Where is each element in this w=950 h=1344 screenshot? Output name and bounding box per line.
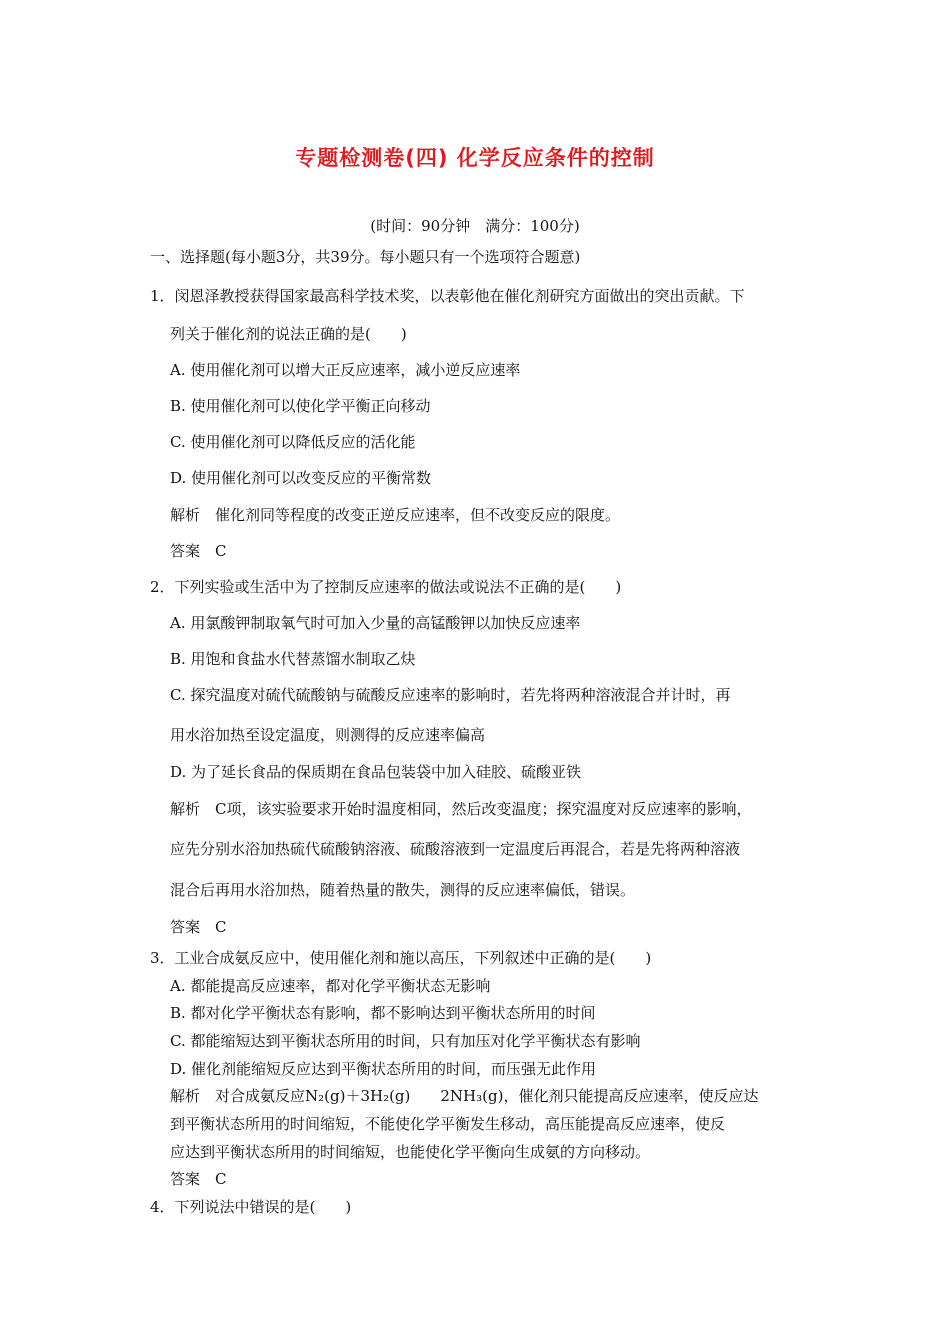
section-heading: 一、选择题(每小题3分，共39分。每小题只有一个选项符合题意) [150, 248, 581, 266]
q2-answer: 答案 C [170, 918, 227, 936]
q2-option-c-line1: C. 探究温度对硫代硫酸钠与硫酸反应速率的影响时，若先将两种溶液混合并计时，再 [170, 686, 731, 704]
q1-option-b: B. 使用催化剂可以使化学平衡正向移动 [170, 397, 431, 415]
q3-analysis-line3: 应达到平衡状态所用的时间缩短，也能使化学平衡向生成氨的方向移动。 [170, 1143, 651, 1161]
q1-option-a: A. 使用催化剂可以增大正反应速率，减小逆反应速率 [170, 361, 521, 379]
q1-stem-line1: 1．闵恩泽教授获得国家最高科学技术奖，以表彰他在催化剂研究方面做出的突出贡献。下 [150, 287, 745, 305]
q3-analysis-line1: 解析 对合成氨反应N₂(g)＋3H₂(g) 2NH₃(g)，催化剂只能提高反应速率，使反应达 [170, 1087, 759, 1105]
q1-analysis: 解析 催化剂同等程度的改变正逆反应速率，但不改变反应的限度。 [170, 506, 621, 524]
q3-option-a: A. 都能提高反应速率，都对化学平衡状态无影响 [170, 977, 491, 995]
q2-analysis-line1: 解析 C项，该实验要求开始时温度相同，然后改变温度；探究温度对反应速率的影响， [170, 800, 752, 818]
q1-option-d: D. 使用催化剂可以改变反应的平衡常数 [170, 469, 432, 487]
q3-option-c: C. 都能缩短达到平衡状态所用的时间，只有加压对化学平衡状态有影响 [170, 1032, 641, 1050]
q2-option-d: D. 为了延长食品的保质期在食品包装袋中加入硅胶、硫酸亚铁 [170, 763, 582, 781]
q2-analysis-line3: 混合后再用水浴加热，随着热量的散失，测得的反应速率偏低，错误。 [170, 881, 636, 899]
q2-analysis-line2: 应先分别水浴加热硫代硫酸钠溶液、硫酸溶液到一定温度后再混合，若是先将两种溶液 [170, 840, 741, 858]
q3-answer: 答案 C [170, 1170, 227, 1188]
exam-meta: (时间：90分钟 满分：100分) [370, 217, 580, 235]
q2-option-a: A. 用氯酸钾制取氧气时可加入少量的高锰酸钾以加快反应速率 [170, 614, 581, 632]
q3-stem: 3．工业合成氨反应中，使用催化剂和施以高压，下列叙述中正确的是( ) [150, 949, 652, 967]
q3-analysis-line2: 到平衡状态所用的时间缩短，不能使化学平衡发生移动，高压能提高反应速率，使反 [170, 1115, 726, 1133]
q1-answer: 答案 C [170, 542, 227, 560]
q1-option-c: C. 使用催化剂可以降低反应的活化能 [170, 433, 416, 451]
q2-option-b: B. 用饱和食盐水代替蒸馏水制取乙炔 [170, 650, 416, 668]
q2-option-c-line2: 用水浴加热至设定温度，则测得的反应速率偏高 [170, 726, 486, 744]
q1-stem-line2: 列关于催化剂的说法正确的是( ) [170, 325, 407, 343]
page-title: 专题检测卷(四) 化学反应条件的控制 [295, 146, 655, 170]
q4-stem: 4．下列说法中错误的是( ) [150, 1198, 352, 1216]
q3-option-d: D. 催化剂能缩短反应达到平衡状态所用的时间，而压强无此作用 [170, 1060, 597, 1078]
q3-option-b: B. 都对化学平衡状态有影响，都不影响达到平衡状态所用的时间 [170, 1004, 596, 1022]
q2-stem: 2．下列实验或生活中为了控制反应速率的做法或说法不正确的是( ) [150, 578, 622, 596]
